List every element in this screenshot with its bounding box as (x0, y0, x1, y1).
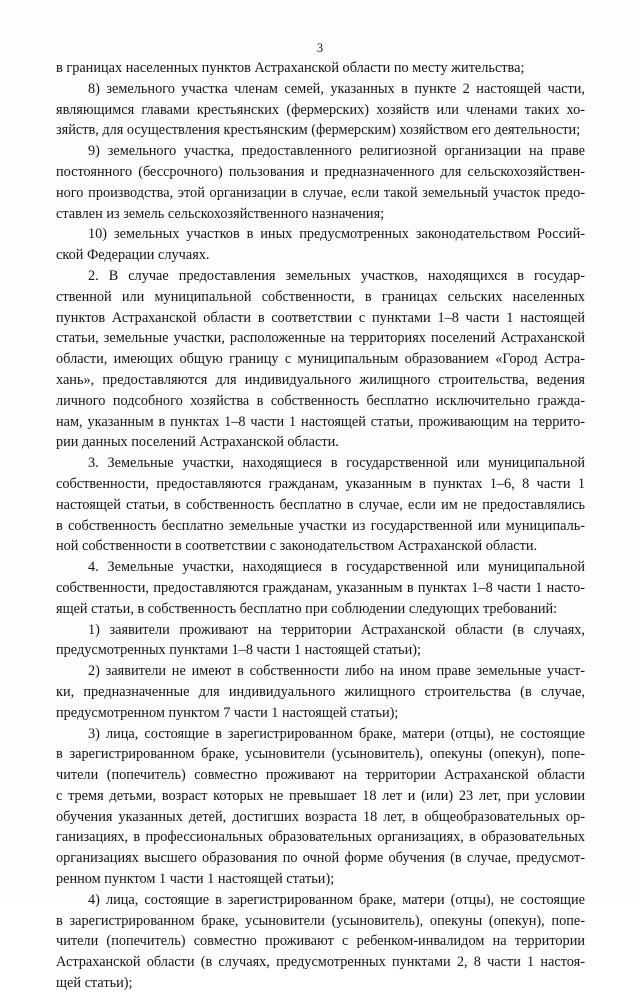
text-line: 4. Земельные участки, находящиеся в государственной или муниципальной (88, 559, 585, 576)
text-line: в зарегистрированном браке, усыновители (усыновитель), опекуны (опекун), попе- (56, 746, 585, 763)
text-line: 3) лица, состоящие в зарегистрированном браке, матери (отцы), не состоящие (88, 725, 585, 742)
text-line: организациях высшего образования по очной форме обучения (в случае, предусмот- (56, 850, 585, 867)
text-line: собственности, предоставляются гражданам, указанным в пунктах 1–8 части 1 насто- (56, 579, 585, 596)
text-line: обучения указанных детей, достигших возраста 18 лет, в общеобразовательных ор- (56, 808, 585, 825)
text-line: 2. В случае предоставления земельных участков, находящихся в государ- (88, 267, 585, 284)
text-line: ки, предназначенные для индивидуального жилищного строительства (в случае, (56, 683, 585, 700)
text-line: 4) лица, состоящие в зарегистрированном браке, матери (отцы), не состоящие (88, 891, 585, 908)
text-line: 10) земельных участков в иных предусмотренных законодательством Россий- (88, 226, 585, 243)
text-line: 1) заявители проживают на территории Астраханской области (в случаях, (88, 621, 585, 638)
text-line: предусмотренных пунктами 1–8 части 1 настоящей статьи); (56, 642, 421, 659)
document-body (56, 58, 585, 994)
text-line: Астраханской области (в случаях, предусмотренных пунктами 2, 8 части 1 настоя- (56, 954, 585, 971)
text-line: ренном пунктом 1 части 1 настоящей статьи); (56, 871, 335, 888)
text-line: в границах населенных пунктов Астраханской области по месту жительства; (56, 60, 525, 76)
text-line: 9) земельного участка, предоставленного религиозной организации на праве (88, 143, 585, 160)
text-line: чители (попечитель) совместно проживают на территории Астраханской области (56, 767, 585, 784)
text-line: 3. Земельные участки, находящиеся в государственной или муниципальной (88, 455, 585, 472)
text-line: ской Федерации случаях. (56, 247, 210, 264)
text-line: личного подсобного хозяйства в собственность бесплатно исключительно гражда- (56, 392, 585, 409)
text-line: пунктов Астраханской области в соответствии с пунктами 1–8 части 1 настоящей (56, 309, 585, 326)
text-line: 8) земельного участка членам семей, указанных в пункте 2 настоящей части, (88, 80, 585, 97)
text-line: предусмотренном пунктом 7 части 1 настоящей статьи); (56, 704, 399, 721)
page-number: 3 (316, 41, 324, 55)
text-line: рии данных поселений Астраханской области. (56, 434, 339, 451)
text-line: ганизациях, в профессиональных образовательных организациях, в образовательных (56, 829, 585, 846)
text-line: собственности, предоставляются гражданам, указанным в пунктах 1–6, 8 части 1 (56, 475, 585, 492)
text-line: чители (попечитель) совместно проживают с ребенком-инвалидом на территории (56, 933, 585, 950)
text-line: 2) заявители не имеют в собственности либо на ином праве земельные участ- (88, 663, 585, 680)
text-line: являющимся главами крестьянских (фермерских) хозяйств или членами таких хо- (56, 101, 585, 118)
text-line: ставлен из земель сельскохозяйственного назначения; (56, 205, 385, 222)
text-line: с тремя детьми, возраст которых не превышает 18 лет и (или) 23 лет, при условии (56, 787, 585, 804)
text-line: ственной или муниципальной собственности, в границах сельских населенных (56, 288, 585, 305)
text-line: в собственность бесплатно земельные участки из государственной или муниципаль- (56, 517, 585, 534)
text-line: зяйств, для осуществления крестьянским (фермерским) хозяйством его деятельности; (56, 122, 581, 139)
text-line: настоящей статьи, в собственность бесплатно в случае, если им не предоставлялись (56, 496, 585, 513)
text-line: статьи, земельные участки, расположенные на территориях поселений Астраханской (56, 330, 585, 347)
text-line: нам, указанным в пунктах 1–8 части 1 настоящей статьи, проживающим на террито- (56, 413, 585, 430)
text-line: щей статьи); (56, 975, 133, 992)
text-line: в зарегистрированном браке, усыновители (усыновитель), опекуны (опекун), попе- (56, 912, 585, 929)
text-line: ного производства, этой организации в случае, если такой земельный участок предо- (56, 184, 585, 201)
text-line: хань», предоставляются для индивидуального жилищного строительства, ведения (56, 371, 585, 388)
text-line: области, имеющих общую границу с муниципальным образованием «Город Астра- (56, 351, 585, 368)
text-line: ной собственности в соответствии с законодательством Астраханской области. (56, 538, 538, 555)
text-line: постоянного (бессрочного) пользования и предназначенного для сельскохозяйствен- (56, 163, 585, 180)
text-line: ящей статьи, в собственность бесплатно при соблюдении следующих требований: (56, 600, 558, 617)
